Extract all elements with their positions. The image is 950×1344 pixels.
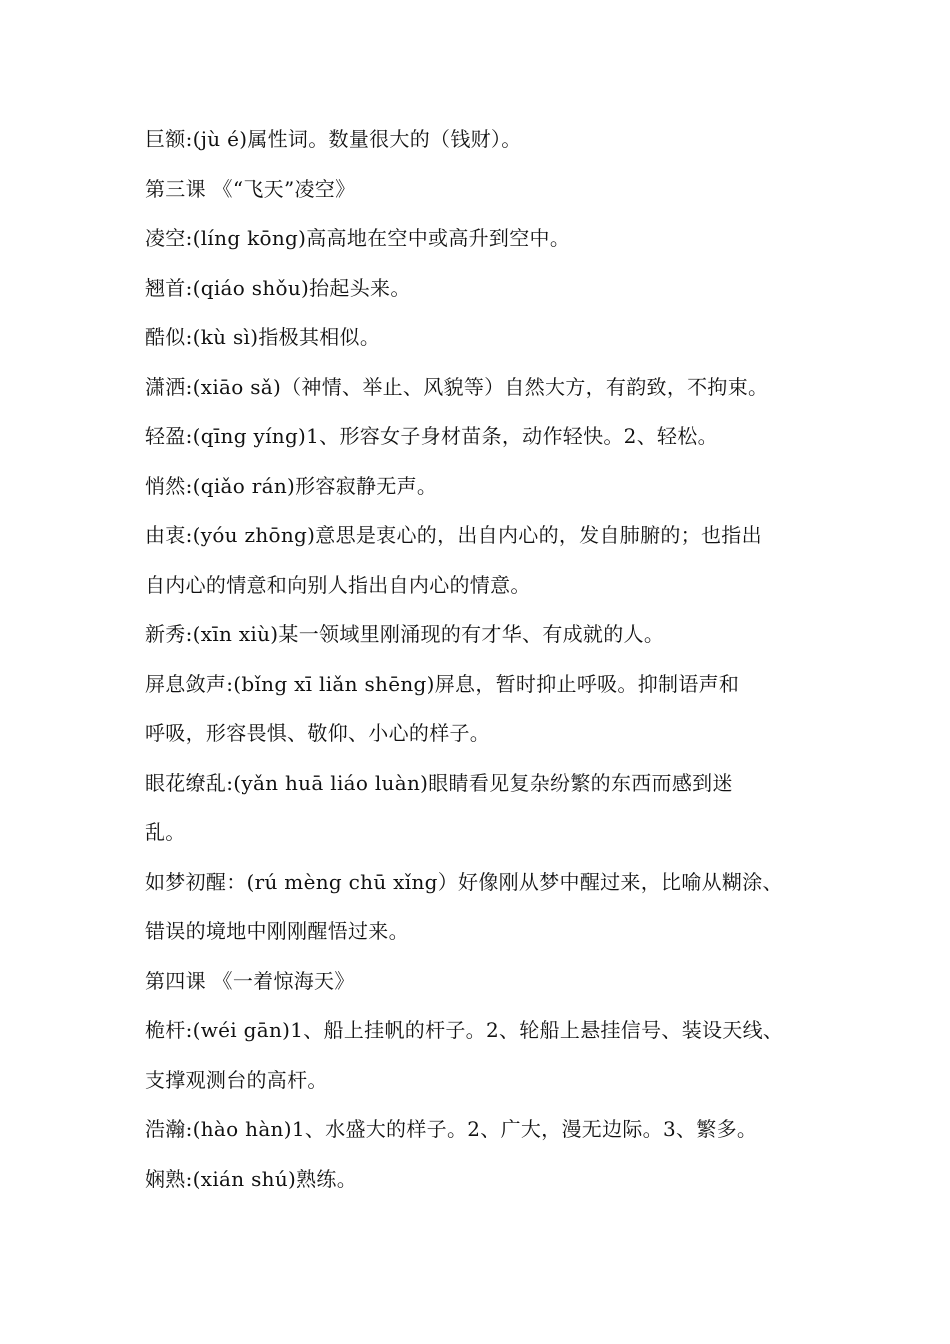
entry-qiaoran: 悄然:(qiǎo rán)形容寂静无声。 [145, 473, 438, 498]
entry-xiaosa: 潇洒:(xiāo sǎ)（神情、举止、风貌等）自然大方，有韵致，不拘束。 [145, 374, 769, 399]
entry-rumeng-cont: 错误的境地中刚刚醒悟过来。 [145, 919, 409, 943]
entry-yanhua-cont: 乱。 [145, 820, 186, 844]
entry-xinxiu: 新秀:(xīn xiù)某一领域里刚涌现的有才华、有成就的人。 [145, 622, 665, 646]
entry-haohan: 浩瀚:(hào hàn)1、水盛大的样子。2、广大，漫无边际。3、繁多。 [145, 1117, 758, 1141]
document-body [145, 115, 815, 1204]
entry-bingxi-cont: 呼吸，形容畏惧、敬仰、小心的样子。 [145, 721, 491, 745]
entry-weigan-cont: 支撑观测台的高杆。 [145, 1067, 328, 1092]
entry-youzhong-cont: 自内心的情意和向别人指出自内心的情意。 [145, 572, 531, 597]
entry-bingxi: 屏息敛声:(bǐng xī liǎn shēng)屏息，暂时抑止呼吸。抑制语声和 [145, 671, 740, 696]
entry-yanhua: 眼花缭乱:(yǎn huā liáo luàn)眼睛看见复杂纷繁的东西而感到迷 [145, 770, 733, 795]
entry-juee: 巨额:(jù é)属性词。数量很大的（钱财）。 [145, 127, 522, 151]
lesson-heading-3: 第三课 《“飞天”凌空》 [145, 176, 356, 201]
entry-xianshu: 娴熟:(xián shú)熟练。 [145, 1166, 358, 1191]
lesson-heading-4: 第四课 《一着惊海天》 [145, 968, 355, 993]
entry-lingkong: 凌空:(líng kōng)高高地在空中或高升到空中。 [145, 226, 571, 250]
entry-youzhong: 由衷:(yóu zhōng)意思是衷心的，出自内心的，发自肺腑的；也指出 [145, 523, 762, 547]
entry-qiaoshou: 翘首:(qiáo shǒu)抬起头来。 [145, 275, 411, 300]
entry-rumeng: 如梦初醒：(rú mèng chū xǐng）好像刚从梦中醒过来，比喻从糊涂、 [145, 869, 783, 894]
entry-qingying: 轻盈:(qīng yíng)1、形容女子身材苗条，动作轻快。2、轻松。 [145, 424, 718, 448]
entry-kusi: 酷似:(kù sì)指极其相似。 [145, 325, 381, 349]
entry-weigan: 桅杆:(wéi gān)1、船上挂帆的杆子。2、轮船上悬挂信号、装设天线、 [145, 1018, 784, 1042]
